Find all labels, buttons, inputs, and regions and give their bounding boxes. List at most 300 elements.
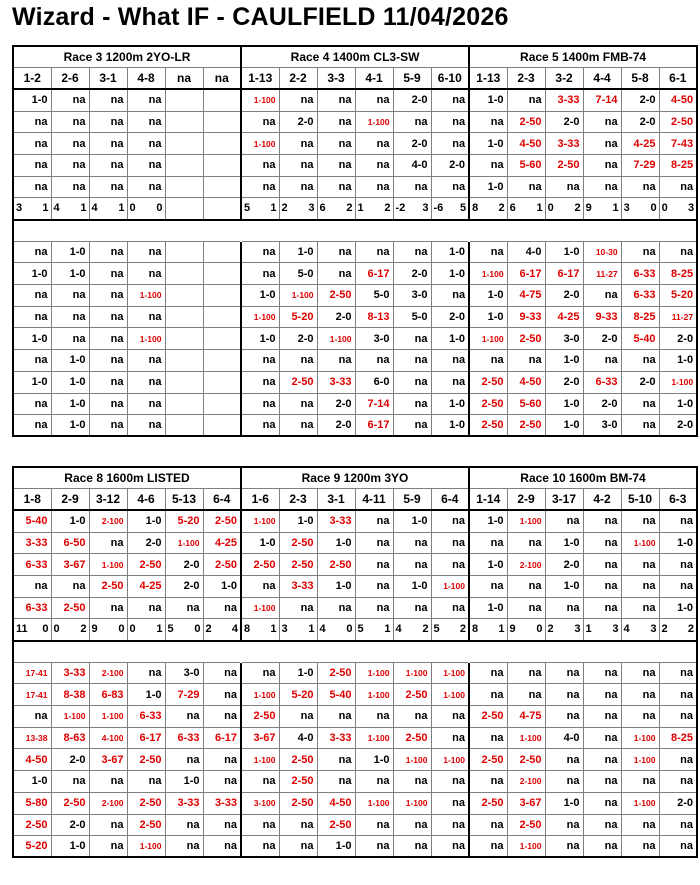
odds-cell: na [431,89,469,111]
odds-cell: 9-33 [507,306,545,328]
odds-cell: 3-33 [13,532,51,554]
odds-cell: na [469,836,507,858]
runner-column-header: na [165,68,203,90]
odds-cell: na [545,597,583,619]
odds-cell: 1-100 [621,749,659,771]
odds-cell: 6-83 [89,684,127,706]
odds-cell: 2-0 [317,306,355,328]
summary-left-value: 3 [623,202,630,215]
odds-cell: 3-33 [203,792,241,814]
odds-cell: na [127,111,165,133]
odds-cell: 2-0 [583,328,621,350]
odds-cell: 5-0 [355,285,393,307]
summary-left-value: 5 [244,202,251,215]
odds-cell: na [583,684,621,706]
odds-cell: na [545,836,583,858]
odds-cell: na [241,575,279,597]
odds-cell: 1-0 [431,241,469,263]
odds-cell: na [317,597,355,619]
odds-cell: 1-100 [241,684,279,706]
odds-cell: 11-27 [583,263,621,285]
summary-cell [165,198,203,220]
odds-cell: na [393,532,431,554]
odds-cell: 3-33 [165,792,203,814]
odds-cell: na [507,597,545,619]
odds-cell: na [469,350,507,372]
summary-right-value: 5 [459,202,467,215]
empty-cell [507,641,545,663]
odds-cell: 8-25 [659,727,697,749]
odds-cell: 5-20 [279,684,317,706]
summary-left-value: 2 [661,623,668,636]
odds-cell: 3-67 [51,554,89,576]
odds-cell: 2-100 [507,554,545,576]
odds-cell: 17-41 [13,662,51,684]
odds-cell: 1-100 [89,554,127,576]
odds-cell: 2-0 [317,393,355,415]
odds-cell: 4-25 [621,133,659,155]
odds-cell: na [165,814,203,836]
summary-right-value: 4 [231,623,238,636]
odds-cell: na [89,306,127,328]
odds-cell: na [355,814,393,836]
odds-cell [165,350,203,372]
runner-column-header: 3-2 [545,68,583,90]
odds-cell: na [13,285,51,307]
odds-cell: na [621,597,659,619]
odds-cell: na [241,662,279,684]
odds-cell: 1-0 [51,263,89,285]
odds-cell: 2-50 [507,814,545,836]
summary-right-value: 0 [118,623,125,636]
summary-cell [355,198,393,220]
table-row [13,154,697,176]
runner-column-header: 1-14 [469,489,507,511]
summary-cell [545,619,583,641]
empty-cell [545,641,583,663]
odds-cell: 1-100 [355,792,393,814]
odds-cell: na [127,415,165,437]
odds-cell: na [203,771,241,793]
odds-cell: na [127,597,165,619]
odds-cell: 7-29 [621,154,659,176]
odds-cell: 2-50 [469,371,507,393]
summary-right-value: 3 [612,623,619,636]
odds-cell [203,350,241,372]
odds-cell [165,154,203,176]
odds-cell: 1-100 [659,371,697,393]
odds-cell: na [659,241,697,263]
summary-cell [203,619,241,641]
odds-cell: 1-100 [51,706,89,728]
odds-cell: na [621,771,659,793]
odds-cell: na [621,706,659,728]
odds-cell [165,176,203,198]
runner-column-header: 4-8 [127,68,165,90]
odds-cell: 1-100 [89,706,127,728]
empty-cell [355,641,393,663]
summary-left-value: 9 [585,202,592,215]
summary-left-value: 11 [16,623,28,636]
empty-cell [393,641,431,663]
summary-cell [659,619,697,641]
table-row [13,133,697,155]
odds-cell: na [621,662,659,684]
summary-cell [89,619,127,641]
odds-cell: 2-0 [545,285,583,307]
empty-cell [583,641,621,663]
odds-cell [203,306,241,328]
odds-cell: na [621,575,659,597]
odds-cell: 1-0 [431,415,469,437]
odds-cell [165,306,203,328]
odds-cell: 7-43 [659,133,697,155]
odds-cell: 17-41 [13,684,51,706]
odds-cell: 5-60 [507,154,545,176]
summary-left-value: 8 [472,202,479,215]
summary-left-value: 2 [547,623,554,636]
odds-cell: 2-50 [127,792,165,814]
summary-right-value: 2 [80,623,87,636]
odds-cell: 1-0 [13,89,51,111]
odds-cell: na [317,749,355,771]
odds-cell: na [659,684,697,706]
odds-cell: na [431,133,469,155]
odds-cell: 2-100 [89,662,127,684]
odds-cell: na [13,241,51,263]
odds-cell: na [127,371,165,393]
odds-cell: 2-50 [317,662,355,684]
summary-cell [51,198,89,220]
empty-cell [89,220,127,242]
odds-cell: 1-100 [355,662,393,684]
runner-column-header: 6-1 [659,68,697,90]
odds-cell: 6-17 [355,263,393,285]
odds-cell [165,415,203,437]
empty-cell [507,220,545,242]
odds-cell: na [583,836,621,858]
summary-left-value: 0 [661,202,668,215]
table-row [13,771,697,793]
summary-right-value: 0 [194,623,201,636]
odds-cell: na [545,771,583,793]
summary-left-value: 1 [357,202,364,215]
odds-cell: na [469,727,507,749]
odds-cell: na [279,415,317,437]
summary-cell [583,198,621,220]
odds-cell: na [241,771,279,793]
odds-cell: 3-67 [89,749,127,771]
odds-cell [165,111,203,133]
odds-cell: 2-50 [127,814,165,836]
summary-cell [51,619,89,641]
table-row [13,814,697,836]
runner-column-header: 5-13 [165,489,203,511]
odds-cell [203,154,241,176]
odds-cell: na [393,328,431,350]
summary-left-value: -6 [433,202,444,215]
odds-cell: 2-0 [279,111,317,133]
empty-cell [203,220,241,242]
odds-cell: 5-20 [279,306,317,328]
odds-cell: 1-0 [545,575,583,597]
odds-cell: 6-33 [165,727,203,749]
odds-cell: na [51,176,89,198]
odds-cell: 3-0 [393,285,431,307]
odds-cell: 6-17 [203,727,241,749]
odds-cell: 9-33 [583,306,621,328]
empty-cell [165,220,203,242]
odds-cell: 1-0 [469,306,507,328]
odds-cell: na [13,706,51,728]
odds-cell: 5-40 [317,684,355,706]
odds-cell: 8-25 [659,263,697,285]
odds-cell: na [545,749,583,771]
summary-right-value: 2 [574,202,581,215]
summary-left-value: 8 [472,623,479,636]
odds-cell [203,133,241,155]
summary-cell [583,619,621,641]
odds-cell: 1-0 [13,263,51,285]
odds-cell: 1-0 [545,350,583,372]
odds-cell: 1-0 [51,415,89,437]
odds-cell: 1-100 [241,510,279,532]
summary-right-value: 1 [612,202,619,215]
odds-cell [203,371,241,393]
odds-cell: 1-100 [507,727,545,749]
table-row [13,306,697,328]
odds-cell: 1-0 [659,350,697,372]
odds-cell: 1-0 [659,532,697,554]
runner-column-header: 2-3 [507,68,545,90]
odds-cell: na [355,350,393,372]
odds-cell: 2-50 [241,706,279,728]
odds-cell: 2-50 [127,554,165,576]
odds-cell: na [393,393,431,415]
odds-cell: na [431,371,469,393]
race-header: Race 4 1400m CL3-SW [241,46,469,68]
odds-cell: 2-50 [279,532,317,554]
odds-cell: na [317,241,355,263]
odds-cell: na [127,350,165,372]
runner-column-header: 4-2 [583,489,621,511]
empty-cell [51,641,89,663]
empty-cell [241,641,279,663]
odds-cell: na [621,415,659,437]
odds-cell: 1-100 [393,662,431,684]
odds-cell: 2-50 [279,554,317,576]
summary-right-value: 1 [498,623,505,636]
summary-right-value: 0 [346,623,353,636]
odds-cell: na [621,176,659,198]
odds-cell: na [583,133,621,155]
empty-cell [431,641,469,663]
odds-cell: 1-0 [545,415,583,437]
odds-cell: 1-0 [431,393,469,415]
odds-cell [165,263,203,285]
summary-cell [507,619,545,641]
summary-cell [393,198,431,220]
odds-cell: na [165,597,203,619]
odds-cell: 1-100 [241,133,279,155]
odds-cell: na [431,814,469,836]
odds-cell: 1-0 [279,510,317,532]
empty-cell [13,220,51,242]
odds-cell: 3-33 [51,662,89,684]
odds-cell: na [355,241,393,263]
table-row [13,836,697,858]
odds-cell: 1-0 [659,597,697,619]
odds-cell: 7-14 [355,393,393,415]
summary-right-value: 1 [384,623,391,636]
odds-cell: 2-50 [659,111,697,133]
summary-right-value: 3 [650,623,657,636]
empty-cell [89,641,127,663]
odds-cell: 1-100 [127,285,165,307]
odds-cell: na [241,814,279,836]
odds-cell: na [583,749,621,771]
empty-cell [659,220,697,242]
odds-cell: 6-33 [13,597,51,619]
odds-cell: na [393,771,431,793]
summary-cell [621,198,659,220]
odds-cell: 8-25 [621,306,659,328]
odds-cell: 2-50 [469,792,507,814]
odds-cell: na [355,176,393,198]
empty-cell [545,220,583,242]
odds-cell: 2-50 [279,749,317,771]
odds-cell: na [545,684,583,706]
odds-cell: na [469,532,507,554]
odds-cell: 1-0 [317,836,355,858]
odds-cell: 2-50 [469,415,507,437]
summary-cell [89,198,127,220]
odds-cell: 4-75 [507,285,545,307]
summary-right-value: 1 [270,623,277,636]
odds-cell: na [469,814,507,836]
odds-cell: na [127,154,165,176]
odds-cell: na [355,154,393,176]
odds-cell: 2-100 [507,771,545,793]
odds-cell: na [355,575,393,597]
odds-cell: 2-50 [507,415,545,437]
odds-cell: 8-13 [355,306,393,328]
odds-cell: 2-50 [317,814,355,836]
odds-cell: na [507,684,545,706]
odds-cell: 3-33 [545,133,583,155]
odds-cell: na [355,89,393,111]
odds-cell: na [355,836,393,858]
table-row [13,706,697,728]
odds-cell: 1-100 [507,510,545,532]
odds-cell: 2-0 [393,89,431,111]
odds-cell: na [469,662,507,684]
odds-cell: 2-50 [13,814,51,836]
runner-column-header: 6-3 [659,489,697,511]
odds-cell: 2-0 [659,415,697,437]
summary-cell [279,198,317,220]
odds-cell: 2-0 [659,328,697,350]
odds-cell: 1-100 [355,684,393,706]
odds-cell: na [279,133,317,155]
odds-cell: 4-50 [659,89,697,111]
runner-column-header: 5-10 [621,489,659,511]
odds-cell: 1-100 [317,328,355,350]
summary-right-value: 0 [156,202,163,215]
empty-cell [279,220,317,242]
odds-cell: na [355,554,393,576]
odds-cell: 1-0 [545,241,583,263]
odds-cell: 1-0 [659,393,697,415]
empty-cell [317,220,355,242]
odds-cell: na [431,111,469,133]
odds-cell: na [393,554,431,576]
odds-cell: 1-100 [241,597,279,619]
odds-cell: 5-20 [659,285,697,307]
odds-cell: na [51,133,89,155]
odds-cell [203,415,241,437]
odds-cell: na [659,836,697,858]
table-row [13,510,697,532]
summary-cell [431,198,469,220]
summary-cell [127,619,165,641]
odds-cell: na [393,597,431,619]
odds-cell: 13-38 [13,727,51,749]
table-row [13,727,697,749]
odds-cell [203,263,241,285]
odds-cell: na [621,393,659,415]
odds-cell: na [89,89,127,111]
odds-cell [203,285,241,307]
odds-cell: 3-33 [317,371,355,393]
odds-cell: na [279,706,317,728]
odds-cell: 1-100 [469,263,507,285]
odds-cell: na [393,836,431,858]
odds-cell: 1-0 [355,749,393,771]
odds-cell: 4-75 [507,706,545,728]
odds-cell: 1-0 [279,241,317,263]
odds-cell: na [583,792,621,814]
odds-cell: 1-0 [241,532,279,554]
odds-cell: na [469,154,507,176]
odds-cell: na [659,749,697,771]
odds-cell [203,176,241,198]
odds-cell: 6-33 [127,706,165,728]
odds-cell: na [241,415,279,437]
odds-cell: 1-100 [621,792,659,814]
odds-cell: na [545,662,583,684]
odds-cell: 2-0 [279,328,317,350]
race-header: Race 5 1400m FMB-74 [469,46,697,68]
odds-cell: 2-100 [89,510,127,532]
odds-cell: 5-20 [13,836,51,858]
runner-column-header: 5-9 [393,68,431,90]
summary-right-value: 1 [308,623,315,636]
summary-right-value: 1 [156,623,163,636]
odds-cell: 1-100 [355,727,393,749]
odds-cell: 2-50 [241,554,279,576]
odds-cell: 4-50 [13,749,51,771]
odds-cell: na [431,771,469,793]
table-row [13,328,697,350]
summary-left-value: -2 [395,202,406,215]
summary-left-value: 0 [53,623,60,636]
odds-cell: 1-0 [431,263,469,285]
odds-cell: 2-50 [393,684,431,706]
odds-cell: 3-33 [317,727,355,749]
odds-cell: 1-100 [241,306,279,328]
odds-cell: 6-50 [51,532,89,554]
